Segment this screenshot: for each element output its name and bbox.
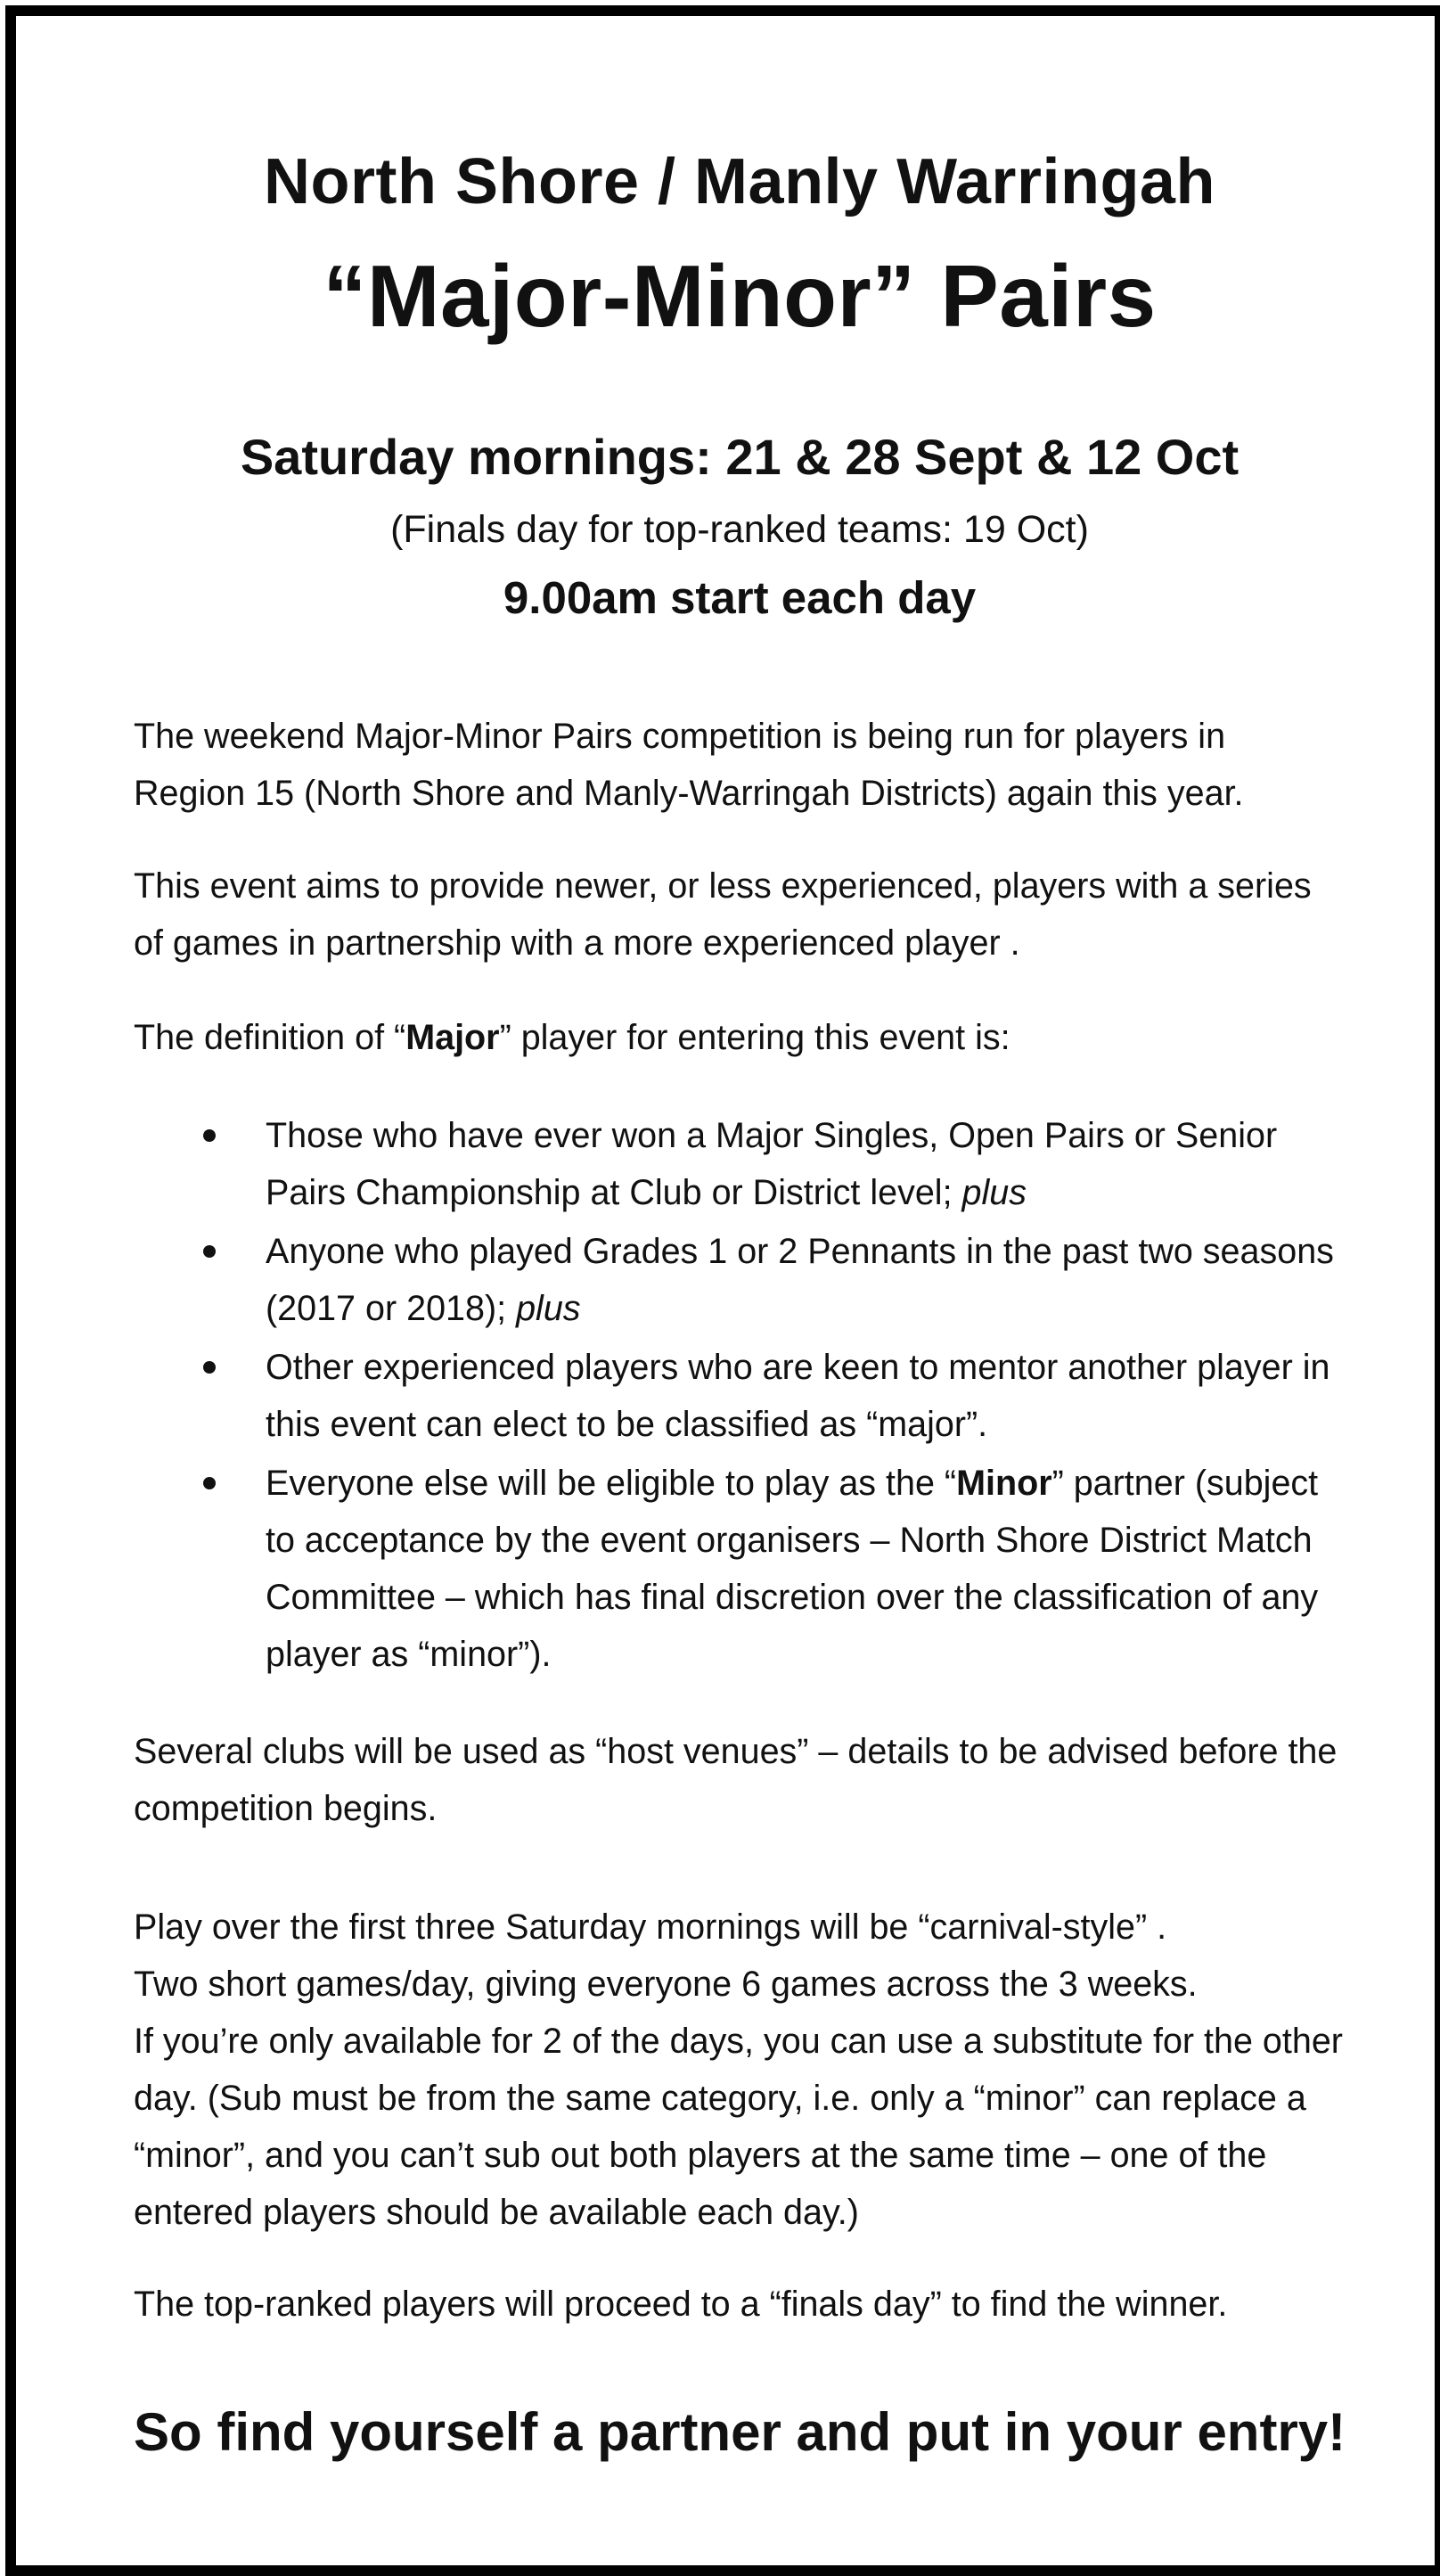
closing-call-to-action: So find yourself a partner and put in your entry! — [134, 2402, 1346, 2462]
bullet-plus-italic: plus — [516, 1289, 581, 1328]
format-line: Play over the first three Saturday mornings will be “carnival-style” . — [134, 1907, 1167, 1947]
bullet-minor-bold: Minor — [956, 1464, 1052, 1503]
finals-paragraph: The top-ranked players will proceed to a “finals day” to find the winner. — [134, 2285, 1228, 2324]
event-dates: Saturday mornings: 21 & 28 Sept & 12 Oct — [240, 429, 1240, 485]
list-item — [134, 1223, 1346, 1337]
bullet-icon — [203, 1477, 216, 1489]
definition-text-after: ” player for entering this event is: — [499, 1018, 1010, 1057]
page-border — [5, 5, 1440, 2576]
title-line-2: “Major-Minor” Pairs — [323, 247, 1157, 345]
list-item — [134, 1455, 1346, 1683]
format-line: Two short games/day, giving everyone 6 games across the 3 weeks. — [134, 1965, 1198, 2004]
start-time: 9.00am start each day — [503, 572, 977, 623]
major-criteria-list — [134, 1107, 1346, 1685]
list-item — [134, 1339, 1346, 1453]
bullet-icon — [203, 1245, 216, 1258]
aim-paragraph: This event aims to provide newer, or less experienced, players with a series of games in partnership with a more experienced player . — [134, 866, 1312, 963]
intro-paragraph: The weekend Major-Minor Pairs competition is being run for players in Region 15 (North Shore and Manly-Warringah Districts) again this year. — [134, 717, 1244, 813]
bullet-text: Anyone who played Grades 1 or 2 Pennants in the past two seasons (2017 or 2018); — [266, 1232, 1334, 1328]
list-item — [134, 1107, 1346, 1221]
bullet-text-after: ” partner (subject to acceptance by the event organisers – North Shore District Match Committee – which has final discretion over the classification of any player as “minor”). — [266, 1464, 1319, 1674]
bullet-text-before: Everyone else will be eligible to play as the “ — [266, 1464, 957, 1503]
definition-text-before: The definition of “ — [134, 1018, 406, 1057]
bullet-icon — [203, 1361, 216, 1374]
bullet-plus-italic: plus — [961, 1173, 1027, 1212]
format-paragraph — [134, 1899, 1346, 2241]
definition-paragraph — [134, 1009, 1346, 1066]
format-line: If you’re only available for 2 of the days, you can use a substitute for the other day. (Sub must be from the same category, i.e. only a “minor” can replace a “minor”, and you can’t sub out both players at the same time – one of the entered players should be available each day.) — [134, 2022, 1343, 2232]
bullet-icon — [203, 1129, 216, 1142]
title-line-1: North Shore / Manly Warringah — [264, 146, 1215, 217]
definition-major-bold: Major — [405, 1018, 500, 1057]
venues-paragraph: Several clubs will be used as “host venues” – details to be advised before the competition begins. — [134, 1732, 1338, 1828]
bullet-text: Those who have ever won a Major Singles, Open Pairs or Senior Pairs Championship at Club or District level; — [266, 1116, 1278, 1212]
bullet-text: Other experienced players who are keen to mentor another player in this event can elect to be classified as “major”. — [266, 1348, 1330, 1444]
finals-day-note: (Finals day for top-ranked teams: 19 Oct) — [390, 508, 1089, 551]
